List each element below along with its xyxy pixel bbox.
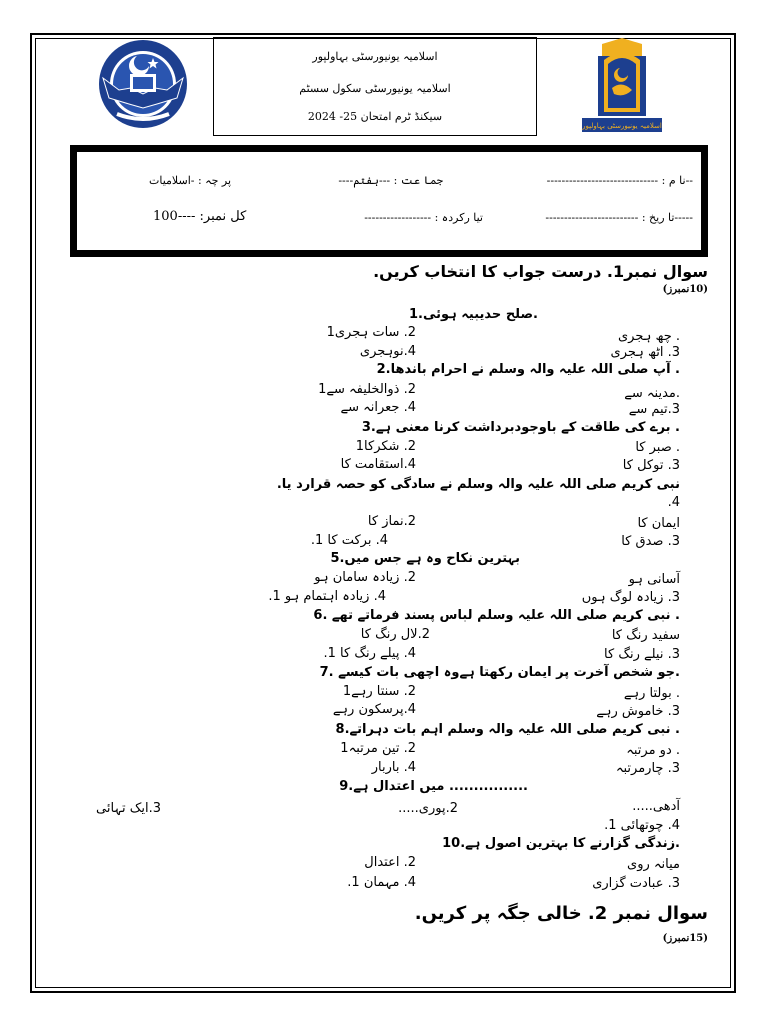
mcq-3-stem: . برے کی طاقت کے باوجودبرداشت کرنا معنی ہے.3	[361, 420, 680, 435]
mcq-option: . بولتا رہے	[623, 686, 680, 701]
mcq-option: 2. ذوالخلیفہ سے1	[318, 382, 416, 397]
mcq-option: 2. زیادہ سامان ہو	[314, 570, 416, 585]
mcq-option: آسانی ہو	[628, 572, 680, 587]
mcq-option: 3.ایک تہائی	[96, 801, 162, 816]
mcq-8-stem: . نبی کریم صلی اللہ علیہ والہ وسلم اہم بات دہراتے.8	[335, 722, 680, 737]
mcq-option: 3.تیم سے	[628, 402, 680, 417]
date-field: -----تا ریخ : -------------------------	[545, 211, 693, 224]
mcq-option: 3. زیادہ لوگ ہوں	[581, 590, 680, 605]
mcq-option: 2. شکرکا1	[355, 439, 416, 454]
mcq-1-stem: .صلح حدیبیہ ہوئی.1	[408, 307, 538, 322]
mcq-option: سفید رنگ کا	[611, 628, 680, 643]
mcq-option: 3. اٹھ ہجری	[610, 345, 680, 360]
mcq-option: 3. خاموش رہے	[596, 704, 680, 719]
total-marks-field: کل نمبر: ----100	[153, 209, 247, 224]
mcq-option: 4. چوتھائی 1.	[604, 818, 680, 833]
mcq-option: 4. مہمان 1.	[347, 875, 416, 890]
mcq-5-stem: بہترین نکاح وہ ہے جس میں.5	[330, 551, 520, 566]
mcq-option: 3. عبادت گزاری	[592, 876, 680, 891]
mcq-option: 4. باربار	[371, 760, 416, 775]
mcq-7-stem: .جو شخص آخرت پر ایمان رکھتا ہےوہ اچھی بات کیسے .7	[319, 665, 680, 680]
question-2-marks: (15نمبرز)	[662, 933, 708, 944]
logo-caption: اسلامیہ یونیورسٹی بہاولپور	[582, 122, 662, 130]
university-logo-right	[576, 38, 668, 134]
mcq-option: 2.لال رنگ کا	[360, 627, 430, 642]
mcq-option: . صبر کا	[635, 440, 680, 455]
mcq-option: 3. صدق کا	[621, 534, 680, 549]
mcq-option: 2. تین مرتبہ1	[340, 741, 416, 756]
school-logo-left	[97, 38, 189, 130]
mcq-option: 2. سات ہجری1	[326, 325, 416, 340]
mcq-option: 4.استقامت کا	[340, 457, 416, 472]
mcq-option: میانہ روی	[627, 857, 680, 872]
mcq-option: 3. نیلے رنگ کا	[604, 647, 680, 662]
mcq-4-number: 4.	[667, 495, 680, 510]
mcq-option: 2. سنتا رہے1	[342, 684, 416, 699]
subject-field: پر چہ : -اسلامیات	[149, 174, 232, 187]
mcq-option: 4. جعرانہ سے	[340, 400, 416, 415]
mcq-option: 2. اعتدال	[364, 855, 416, 870]
question-1-heading: سوال نمبر1. درست جواب کا انتخاب کریں.	[373, 262, 708, 281]
mcq-option: آدھی.....	[632, 799, 680, 814]
mcq-option: ایمان کا	[637, 516, 680, 531]
class-field: جما عت : ---ہفتم----	[338, 174, 443, 187]
mcq-option: 4. زیادہ اہتمام ہو 1.	[268, 589, 386, 604]
mcq-option: .مدینہ سے	[624, 386, 680, 401]
university-name: اسلامیہ یونیورسٹی بہاولپور	[312, 50, 438, 63]
student-info-box	[70, 145, 708, 257]
school-system-name: اسلامیہ یونیورسٹی سکول سسٹم	[299, 82, 451, 95]
mcq-option: 4.پرسکون رہے	[332, 702, 416, 717]
mcq-6-stem: . نبی کریم صلی اللہ علیہ وسلم لباس پسند فرماتے تھے .6	[313, 608, 680, 623]
mcq-9-stem: ................ میں اعتدال ہے.9	[339, 779, 528, 794]
school-header	[213, 37, 537, 136]
question-2-heading: سوال نمبر 2. خالی جگہ پر کریں.	[414, 903, 708, 924]
prepared-by-field: تیا رکردہ : ------------------	[364, 211, 483, 224]
mcq-option: 4. برکت کا 1.	[310, 533, 388, 548]
mcq-option: 3. چارمرتبہ	[615, 761, 680, 776]
mcq-4-stem: نبی کریم صلی اللہ علیہ والہ وسلم نے سادگی کو حصہ قرارد یا.	[276, 477, 680, 492]
mcq-option: 4. پیلے رنگ کا 1.	[323, 646, 416, 661]
mcq-option: 4.نوہجری	[359, 344, 416, 359]
mcq-option: 2.نماز کا	[367, 514, 416, 529]
mcq-option: 3. توکل کا	[622, 458, 680, 473]
mcq-option: 2.پوری.....	[398, 801, 458, 816]
mcq-option: . چھ ہجری	[617, 329, 680, 344]
mcq-10-stem: .زندگی گزارنے کا بہترین اصول ہے.10	[442, 836, 680, 851]
mcq-2-stem: . آپ صلی اللہ علیہ والہ وسلم نے احرام باندھا.2	[376, 362, 680, 377]
question-1-marks: (10نمبرز)	[662, 284, 708, 295]
student-name-field: --نا م : ------------------------------	[546, 174, 693, 187]
mcq-option: . دو مرتبہ	[626, 743, 680, 758]
exam-title: سیکنڈ ٹرم امتحان 25- 2024	[307, 110, 443, 123]
